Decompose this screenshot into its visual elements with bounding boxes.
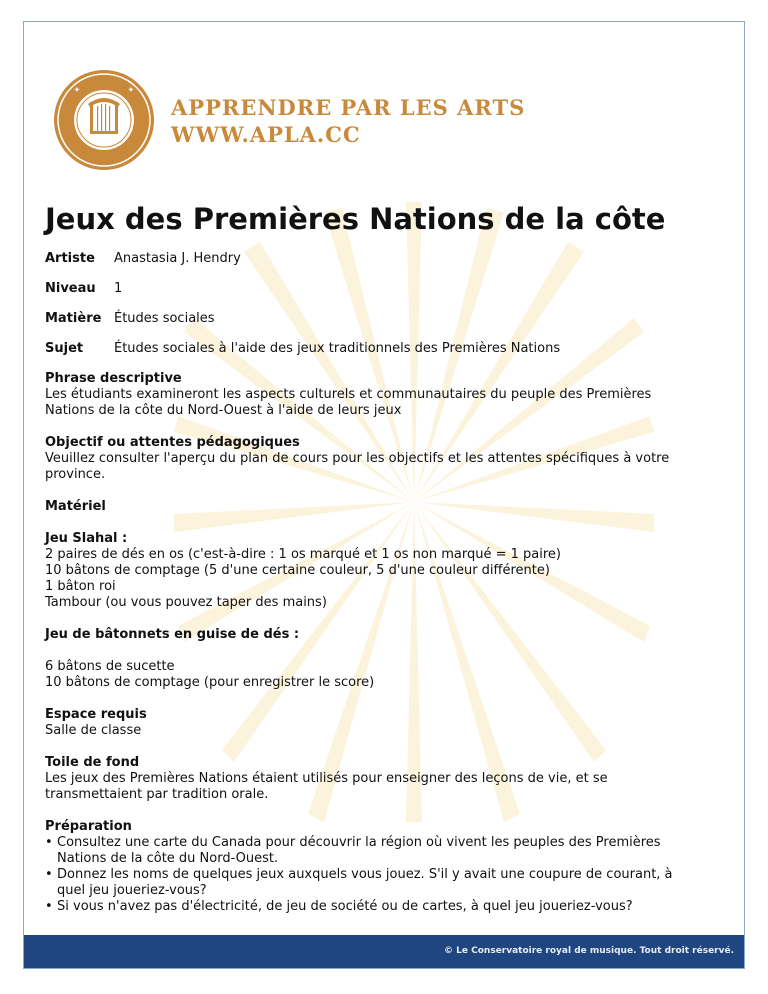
section-espace-requis [45, 707, 695, 739]
meta-key: Matière [45, 311, 102, 326]
footer-bar [24, 935, 744, 968]
section-title: Toile de fond [45, 755, 140, 770]
section-toile-de-fond [45, 755, 695, 803]
list-item: • Consultez une carte du Canada pour découvrir la région où vivent les peuples des Premières Nations de la côte du Nord-Ouest. [45, 835, 695, 867]
section-text: Les jeux des Premières Nations étaient utilisés pour enseigner des leçons de vie, et se transmettaient par tradition orale. [45, 771, 608, 802]
section-title: Jeu Slahal : [45, 531, 128, 546]
page-title: Jeux des Premières Nations de la côte [45, 202, 666, 236]
section-title: Objectif ou attentes pédagogiques [45, 435, 300, 450]
preparation-list [45, 835, 695, 915]
svg-text:✦: ✦ [74, 85, 80, 94]
section-materiel [45, 499, 695, 515]
brand-title [171, 96, 525, 148]
section-phrase-descriptive [45, 371, 695, 419]
list-item: 2 paires de dés en os (c'est-à-dire : 1 os marqué et 1 os non marqué = 1 paire) [45, 547, 561, 562]
list-item: • Si vous n'avez pas d'électricité, de jeu de société ou de cartes, à quel jeu joueriez-vous? [45, 899, 695, 915]
header [45, 42, 725, 162]
section-title: Préparation [45, 819, 132, 834]
brand-url[interactable]: WWW.APLA.CC [171, 122, 361, 147]
page-frame [23, 21, 745, 969]
section-text: Veuillez consulter l'aperçu du plan de cours pour les objectifs et les attentes spécifiques à votre province. [45, 451, 670, 482]
meta-value: Études sociales [114, 311, 215, 326]
section-jeu-slahal [45, 531, 695, 611]
list-item: Tambour (ou vous pouvez taper des mains) [45, 595, 327, 610]
section-title: Phrase descriptive [45, 371, 182, 386]
section-title: Jeu de bâtonnets en guise de dés : [45, 627, 300, 642]
brand-line-1: APPRENDRE PAR LES ARTS [171, 95, 526, 120]
section-text: Les étudiants examineront les aspects culturels et communautaires du peuple des Premières Nations de la côte du Nord-Ouest à l'aide de leurs jeux [45, 387, 652, 418]
document-body [45, 371, 695, 931]
section-jeu-batonnets [45, 627, 695, 691]
meta-value: Études sociales à l'aide des jeux traditionnels des Premières Nations [114, 341, 561, 356]
meta-key: Sujet [45, 341, 84, 356]
section-preparation [45, 819, 695, 915]
list-item: 1 bâton roi [45, 579, 116, 594]
meta-value: 1 [114, 281, 123, 296]
meta-key: Artiste [45, 251, 95, 266]
section-text: Salle de classe [45, 723, 142, 738]
list-item: 10 bâtons de comptage (5 d'une certaine couleur, 5 d'une couleur différente) [45, 563, 550, 578]
svg-text:✦: ✦ [128, 85, 134, 94]
list-item: 6 bâtons de sucette [45, 659, 175, 674]
meta-value: Anastasia J. Hendry [114, 251, 241, 266]
royal-conservatory-seal-logo [52, 68, 156, 172]
list-item: 10 bâtons de comptage (pour enregistrer le score) [45, 675, 375, 690]
section-title: Espace requis [45, 707, 147, 722]
spacer [45, 643, 695, 659]
section-objectif [45, 435, 695, 483]
section-title: Matériel [45, 499, 106, 514]
list-item: • Donnez les noms de quelques jeux auxquels vous jouez. S'il y avait une coupure de courant, à quel jeu joueriez-vous? [45, 867, 695, 899]
meta-key: Niveau [45, 281, 96, 296]
copyright-text: © Le Conservatoire royal de musique. Tout droit réservé. [444, 946, 734, 956]
